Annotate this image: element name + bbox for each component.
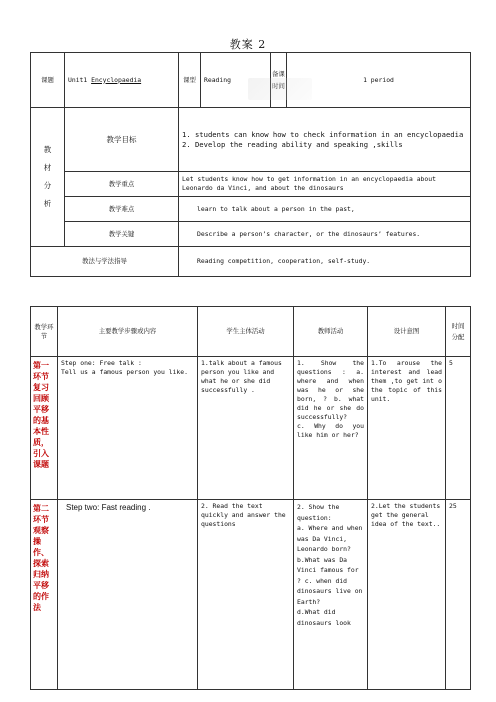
- stage-2-student: 2. Read the text quickly and answer the questions: [198, 500, 294, 690]
- topic-prefix: Unit1: [68, 75, 92, 84]
- stage-1-teacher: 1. Show the questions : a. where and when was he or she born, ? b. what did he or she do successfully? c. Why do you like him or her?: [294, 357, 368, 500]
- method-label: 教法与学法指导: [31, 247, 179, 277]
- stage-1-intent: 1.To arouse the interest and lead them ,to get int o the topic of this unit.: [368, 357, 446, 500]
- stage-2-intent: 2.Let the students get the general idea of the text..: [368, 500, 446, 690]
- key-label: 教学重点: [65, 172, 179, 197]
- goal-label: 教学目标: [65, 108, 179, 172]
- col-header-steps: 主要教学步骤或内容: [58, 307, 198, 357]
- goal-item-1: 1. students can know how to check information in an encyclopaedia: [182, 129, 464, 139]
- stage-2-label: 第二环节观察操作、探索归纳平移的作法: [31, 500, 58, 690]
- goal-value: [179, 108, 471, 172]
- col-header-time: 时间分配: [446, 307, 471, 357]
- goal-item-2: 2. Develop the reading ability and speaking ,skills: [182, 139, 403, 149]
- difficult-label: 教学难点: [65, 197, 179, 222]
- type-label: 课型: [179, 53, 201, 108]
- side-char: 分: [43, 181, 52, 190]
- teaching-process-table: [30, 306, 471, 690]
- topic-value: [65, 53, 179, 108]
- stage-2-time: 25: [446, 500, 471, 690]
- stage-1-time: 5: [446, 357, 471, 500]
- crucial-label: 教学关键: [65, 222, 179, 247]
- col-header-stage: 教学环节: [31, 307, 58, 357]
- side-char: 教: [43, 145, 52, 154]
- stage-1-steps: Step one: Free talk : Tell us a famous person you like.: [58, 357, 198, 500]
- period-value: 1 period: [287, 53, 471, 108]
- prep-label: 备课时间: [271, 53, 287, 108]
- stage-1-student: 1.talk about a famous person you like and what he or she did successfully .: [198, 357, 294, 500]
- col-header-student: 学生主体活动: [198, 307, 294, 357]
- stage-2-steps: Step two: Fast reading .: [58, 500, 198, 690]
- col-header-intent: 设计意图: [368, 307, 446, 357]
- col-header-teacher: 教师活动: [294, 307, 368, 357]
- side-char: 材: [43, 163, 52, 172]
- stage-2-teacher: 2. Show the question: a. Where and when was Da Vinci, Leonardo born? b.What was Da Vinci famous for ? c. when did dinosaurs live on Earth? d.What did dinosaurs look: [294, 500, 368, 690]
- crucial-value: Describe a person’s character, or the dinosaurs’ features.: [179, 222, 471, 247]
- topic-label: 课题: [31, 53, 65, 108]
- difficult-value: learn to talk about a person in the past,: [179, 197, 471, 222]
- side-char: 析: [43, 199, 52, 208]
- key-value: Let students know how to get information in an encyclopaedia about Leonardo da Vinci, and about the dinosaurs: [179, 172, 471, 197]
- analysis-side-label: [31, 108, 65, 247]
- document-title: 教案 2: [229, 38, 267, 51]
- watermark-logo: [248, 78, 312, 100]
- topic-underlined: Encyclopaedia: [91, 75, 142, 84]
- type-value: Reading: [201, 53, 271, 108]
- method-value: Reading competition, cooperation, self-study.: [179, 247, 471, 277]
- stage-1-label: 第一环节复习回顾平移的基本性质，引入课题: [31, 357, 58, 500]
